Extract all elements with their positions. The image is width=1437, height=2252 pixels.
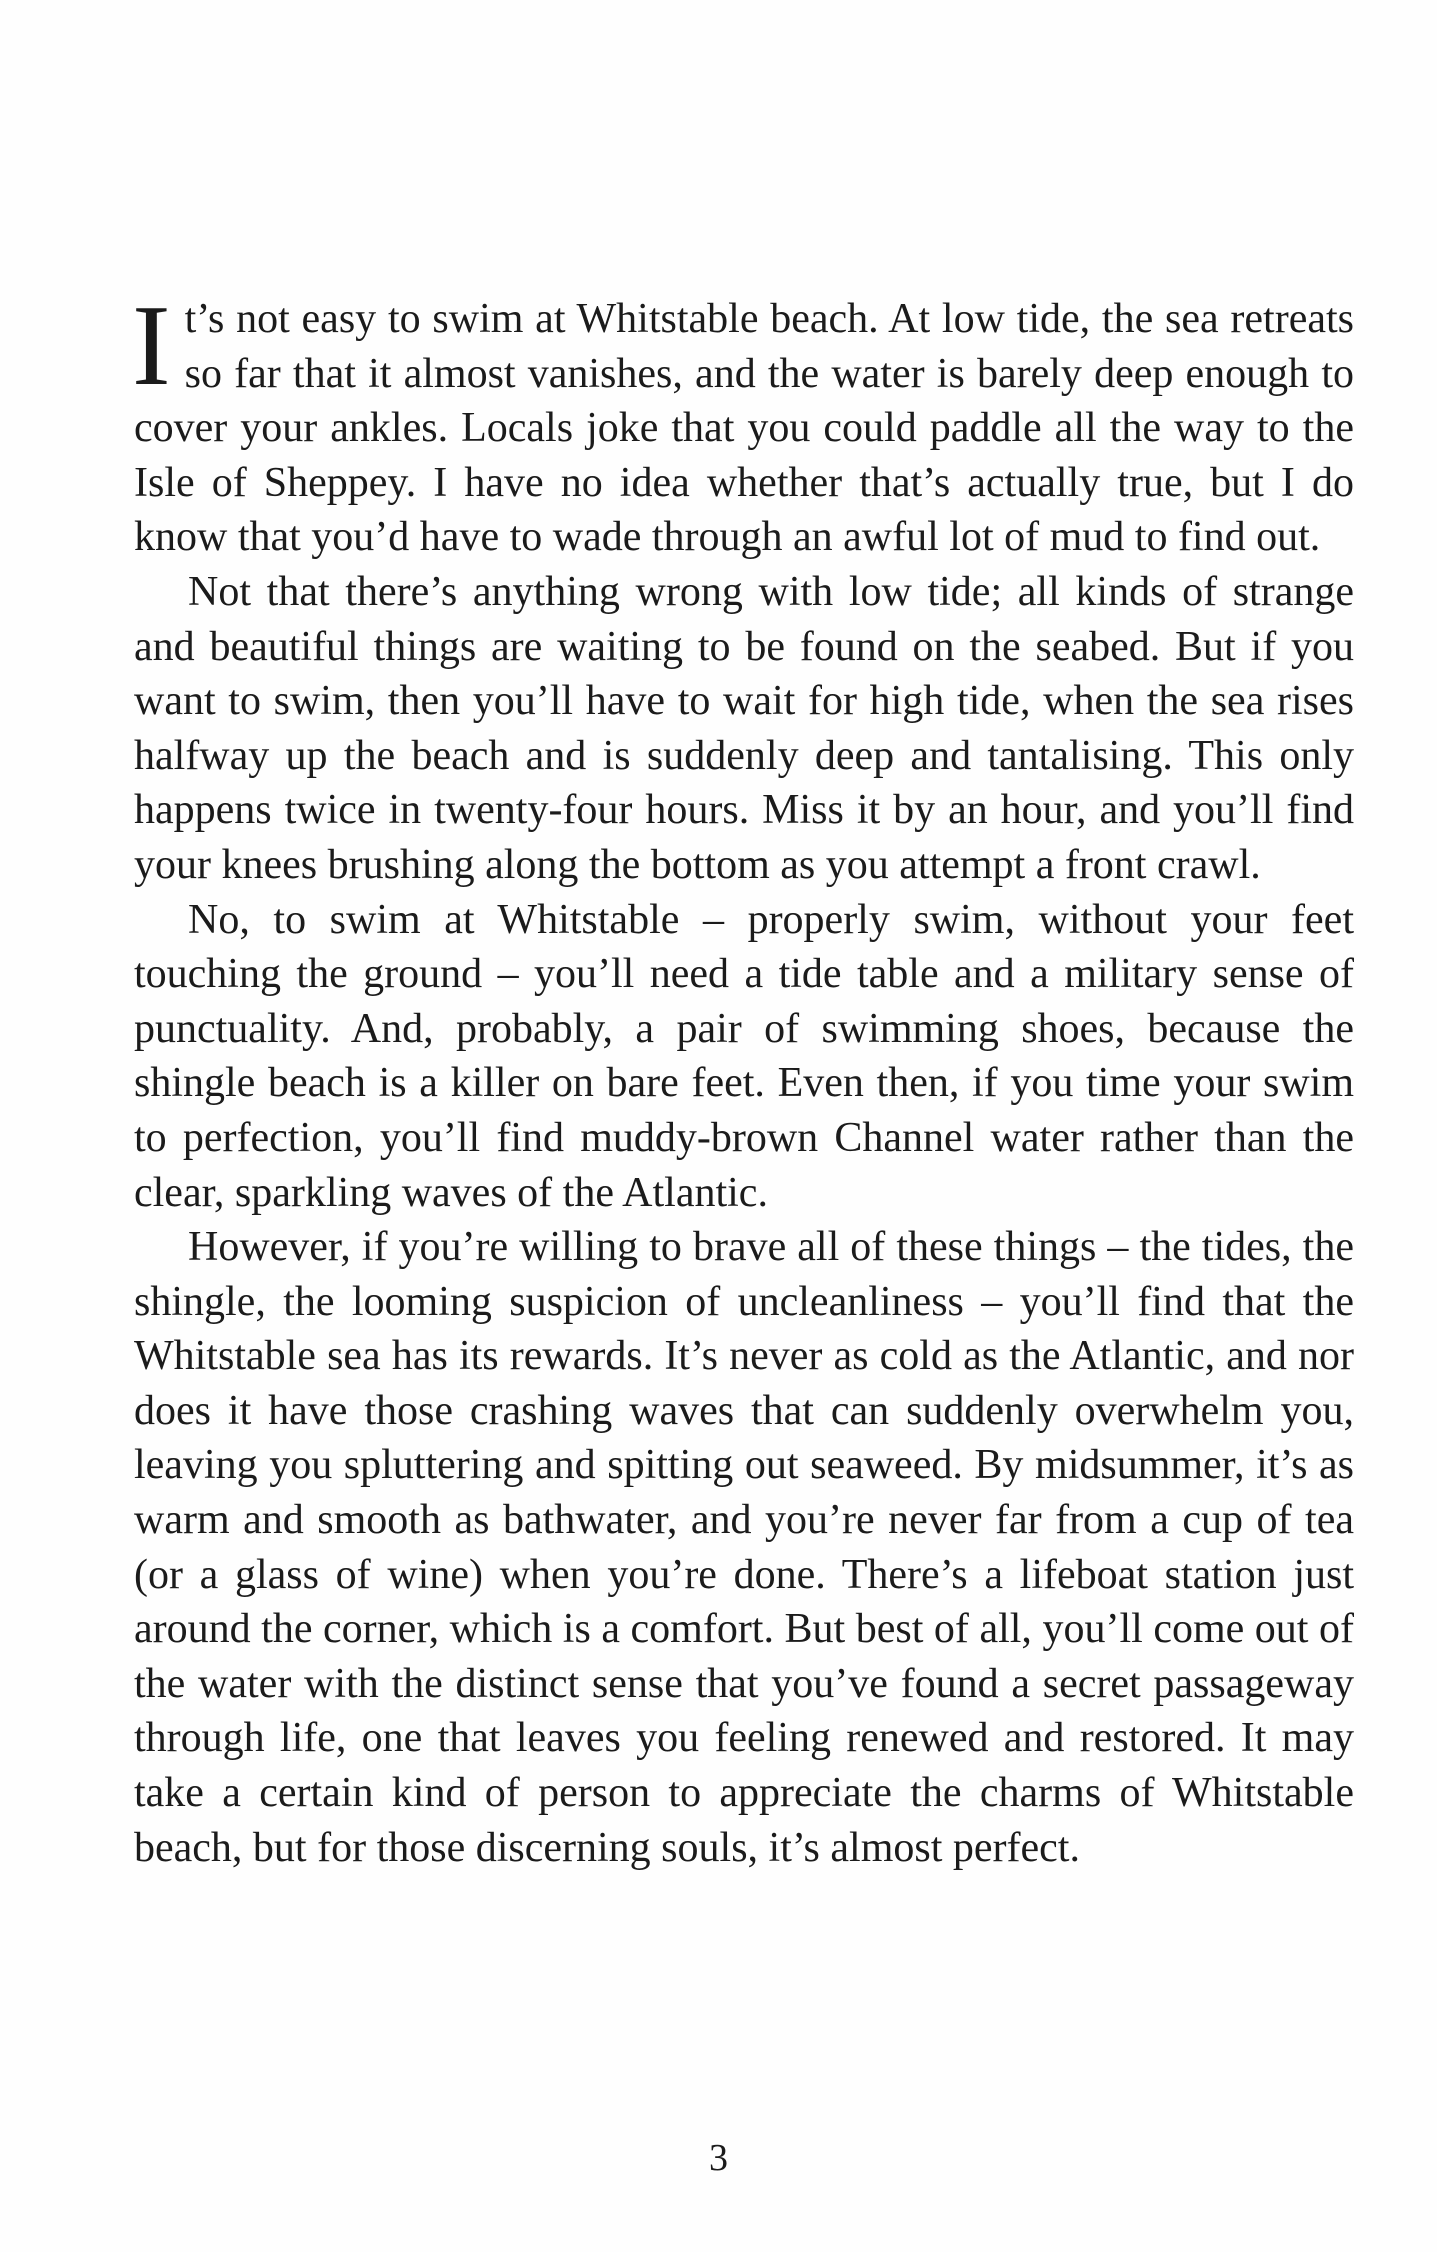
paragraph-2: Not that there’s anything wrong with low tide; all kinds of strange and beautiful things are waiting to be found on the seabed. But if you want to swim, then you’ll have to wait for high tide, when the sea rises halfway up the beach and is suddenly deep and tantalising. This only happens twice in twenty-four hours. Miss it by an hour, and you’ll find your knees brushing along the bottom as you attempt a front crawl.: [134, 568, 1354, 888]
body-text: [132, 282, 1354, 1875]
paragraph-1-text: t’s not easy to swim at Whitstable beach. At low tide, the sea retreats so far that it almost vanishes, and the water is barely deep enough to cover your ankles. Locals joke that you could paddle all the way to the Isle of Sheppey. I have no idea whether that’s actually true, but I do know that you’d have to wade through an awful lot of mud to find out.: [134, 296, 1354, 561]
drop-cap: I: [132, 282, 171, 410]
paragraph-1: [132, 282, 1354, 565]
page-number: 3: [709, 2137, 728, 2179]
paragraph-4: However, if you’re willing to brave all of these things – the tides, the shingle, the looming suspicion of uncleanliness – you’ll find that the Whitstable sea has its rewards. It’s never as cold as the Atlantic, and nor does it have those crashing waves that can suddenly overwhelm you, leaving you spluttering and spitting out seaweed. By midsummer, it’s as warm and smooth as bathwater, and you’re never far from a cup of tea (or a glass of wine) when you’re done. There’s a lifeboat station just around the corner, which is a comfort. But best of all, you’ll come out of the water with the distinct sense that you’ve found a secret passageway through life, one that leaves you feeling renewed and restored. It may take a certain kind of person to appreciate the charms of Whitstable beach, but for those discerning souls, it’s almost perfect.: [134, 1224, 1354, 1871]
paragraph-3: No, to swim at Whitstable – properly swim, without your feet touching the ground – you’ll need a tide table and a military sense of punctuality. And, probably, a pair of swimming shoes, because the shingle beach is a killer on bare feet. Even then, if you time your swim to perfection, you’ll find muddy-brown Channel water rather than the clear, sparkling waves of the Atlantic.: [134, 896, 1354, 1216]
